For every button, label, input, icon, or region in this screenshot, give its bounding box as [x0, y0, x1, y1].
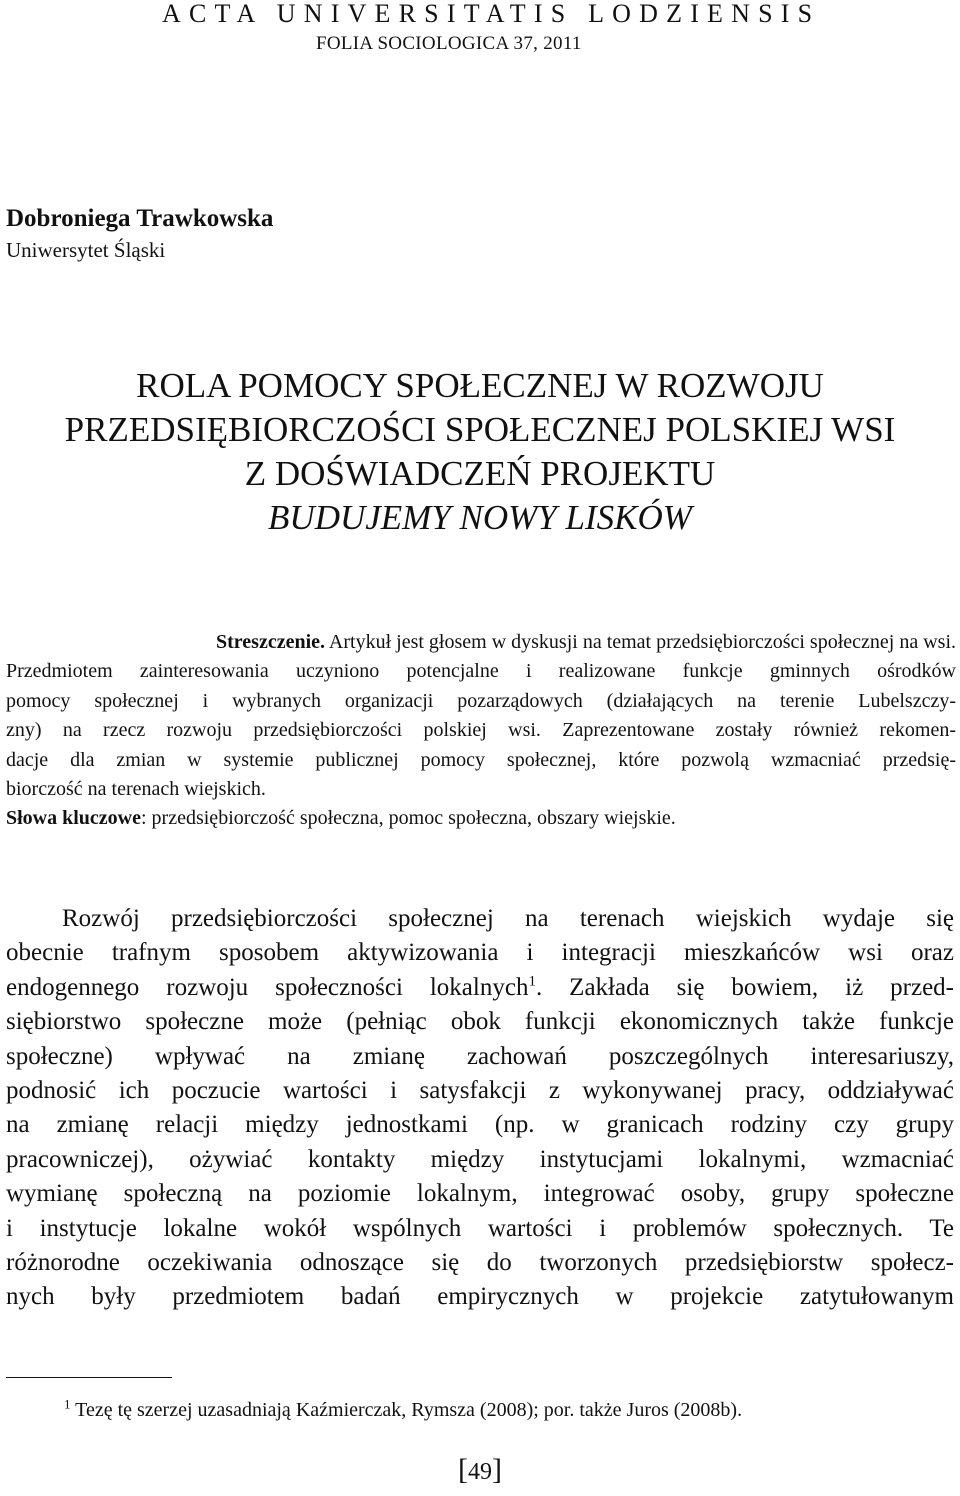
body-text: endogennego rozwoju społeczności lokalnych: [6, 973, 529, 1001]
body-line: wymianę społeczną na poziomie lokalnym, integrować osoby, grupy społeczne: [6, 1180, 954, 1208]
body-line: i instytucje lokalne wokół wspólnych wartości i problemów społecznych. Te: [6, 1214, 954, 1242]
article-title: [0, 364, 960, 540]
body-text: . Zakłada się bowiem, iż przed-: [535, 973, 955, 1001]
journal-issue: FOLIA SOCIOLOGICA 37, 2011: [316, 33, 582, 54]
keywords-label: Słowa kluczowe: [6, 807, 141, 830]
abstract-line: biorczość na terenach wiejskich.: [6, 778, 266, 801]
abstract: [6, 628, 956, 834]
author-name: Dobroniega Trawkowska: [6, 205, 274, 232]
page-number-open-bracket: [: [458, 1453, 468, 1486]
body-line: siębiorstwo społeczne może (pełniąc obok funkcji ekonomicznych także funkcje: [6, 1008, 954, 1036]
footnote-text: Tezę tę szerzej uzasadniają Kaźmierczak, Rymsza (2008); por. także Juros (2008b).: [70, 1399, 743, 1421]
keywords-text: : przedsiębiorczość społeczna, pomoc społeczna, obszary wiejskie.: [141, 807, 676, 830]
abstract-line: dacje dla zmian w systemie publicznej pomocy społecznej, które pozwolą wzmacniać przedsię-: [6, 748, 956, 771]
author-affiliation: Uniwersytet Śląski: [6, 238, 166, 262]
abstract-line: pomocy społecznej i wybranych organizacji pozarządowych (działających na terenie Lubelszczy-: [6, 689, 956, 712]
body-line: Rozwój przedsiębiorczości społecznej na terenach wiejskich wydaje się: [62, 905, 954, 932]
page-number-value: 49: [468, 1459, 492, 1485]
footnote-number: 1: [64, 1396, 71, 1412]
page-number: [0, 1455, 960, 1487]
abstract-text: Artykuł jest głosem w dyskusji na temat przedsiębiorczości społecznej na wsi.: [325, 631, 956, 653]
title-project-name: BUDUJEMY NOWY LISKÓW: [268, 498, 692, 537]
title-line: PRZEDSIĘBIORCZOŚCI SPOŁECZNEJ POLSKIEJ WSI: [64, 410, 896, 449]
keywords-line: [6, 804, 956, 833]
title-line: ROLA POMOCY SPOŁECZNEJ W ROZWOJU: [136, 366, 824, 405]
body-line: społeczne) wpływać na zmianę zachowań poszczególnych interesariuszy,: [6, 1042, 954, 1070]
body-line: na zmianę relacji między jednostkami (np. w granicach rodziny czy grupy: [6, 1111, 954, 1139]
footnote-divider: [6, 1377, 172, 1378]
journal-name: ACTA UNIVERSITATIS LODZIENSIS: [162, 0, 821, 28]
body-line: podnosić ich poczucie wartości i satysfakcji z wykonywanej pracy, oddziaływać: [6, 1077, 954, 1105]
body-line: pracowniczej), ożywiać kontakty między instytucjami lokalnymi, wzmacniać: [6, 1145, 954, 1173]
body-line: nych były przedmiotem badań empirycznych w projekcie zatytułowanym: [6, 1283, 954, 1311]
footnote-reference[interactable]: 1: [528, 973, 536, 990]
abstract-line: [6, 628, 956, 657]
body-line: obecnie trafnym sposobem aktywizowania i integracji mieszkańców wsi oraz: [6, 939, 954, 967]
abstract-label: Streszczenie.: [216, 631, 326, 653]
body-line: [6, 971, 954, 1005]
page-number-close-bracket: ]: [492, 1453, 502, 1486]
abstract-line: zny) na rzecz rozwoju przedsiębiorczości polskiej wsi. Zaprezentowane zostały również rekomen-: [6, 719, 956, 742]
body-paragraph: [6, 902, 954, 1315]
title-line: Z DOŚWIADCZEŃ PROJEKTU: [244, 454, 716, 493]
abstract-line: Przedmiotem zainteresowania uczyniono potencjalne i realizowane funkcje gminnych ośrodków: [6, 660, 956, 683]
body-line: różnorodne oczekiwania odnoszące się do tworzonych przedsiębiorstw społecz-: [6, 1249, 954, 1277]
footnote: [64, 1398, 742, 1422]
